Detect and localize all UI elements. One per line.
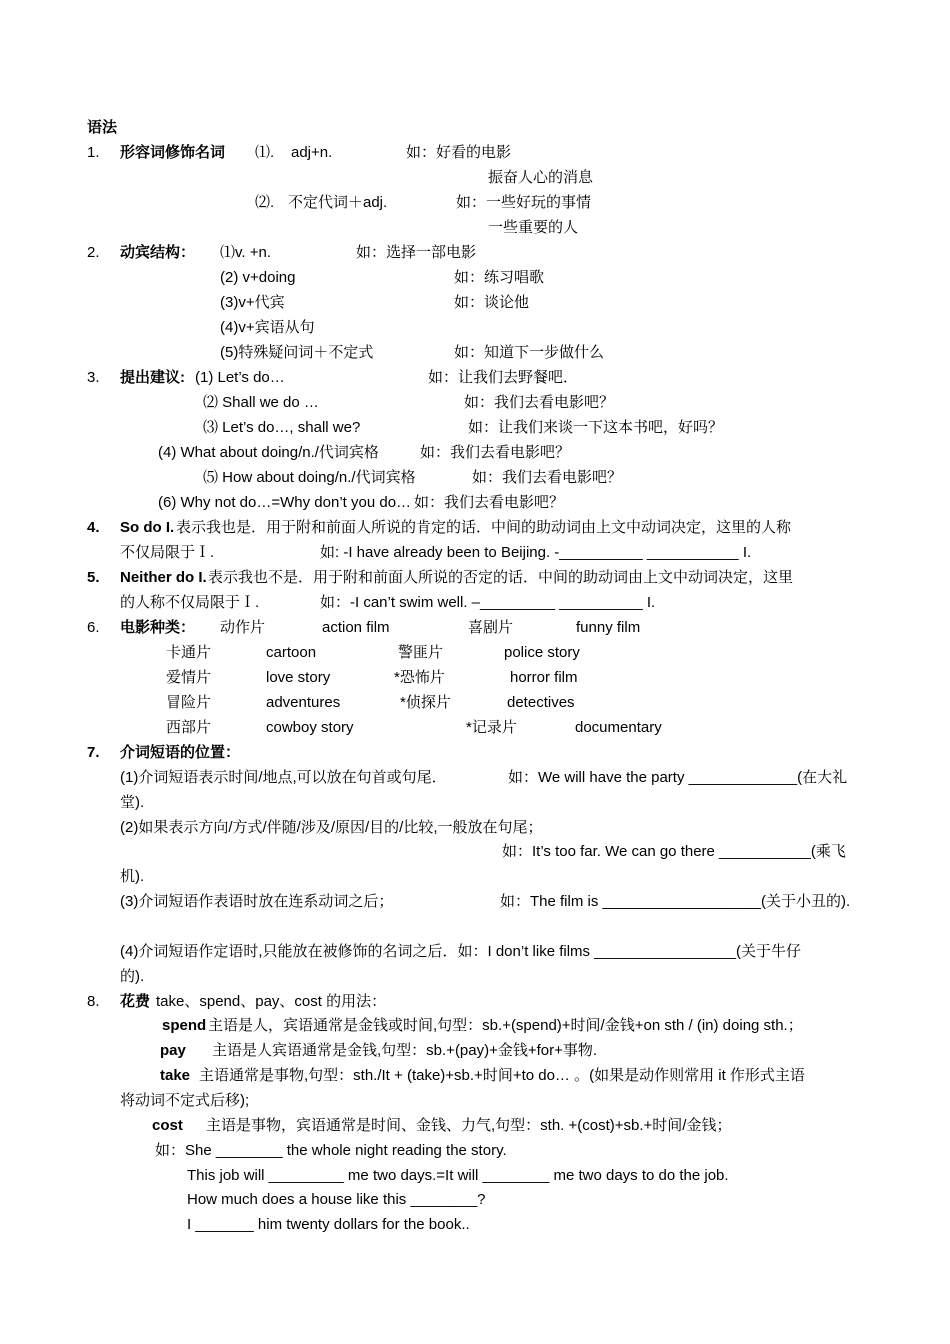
example-text: 如：我们去看电影吧？ <box>464 394 615 411</box>
rule-text: ⑸ How about doing/n./代词宾格 <box>203 469 416 486</box>
section-number: 7. <box>87 744 100 761</box>
section-heading: So do I. <box>120 519 175 536</box>
film-type-en: police story <box>504 644 580 661</box>
rule-text: ⑵ Shall we do … <box>203 394 319 411</box>
film-type-cn: 卡通片 <box>166 644 212 661</box>
film-type-en: cartoon <box>266 644 317 661</box>
film-type-cn: *记录片 <box>466 719 517 736</box>
section-heading: 形容词修饰名词 <box>120 144 226 161</box>
section-heading: 提出建议: <box>120 369 185 386</box>
example-text: 如：好看的电影 <box>406 144 512 161</box>
section-heading: 动宾结构： <box>120 244 196 261</box>
example-text: 机). <box>120 868 145 885</box>
paragraph-text: (3)介词短语作表语时放在连系动词之后； <box>120 893 394 910</box>
section-number: 5. <box>87 569 100 586</box>
example-text: 振奋人心的消息 <box>488 169 594 186</box>
page-title: 语法 <box>87 119 118 136</box>
example-text: 如：It’s too far. We can go there ___________(乘飞 <box>502 843 846 860</box>
film-type-cn: 冒险片 <box>166 694 212 711</box>
paragraph-text: 的人称不仅局限于Ｉ. <box>120 594 260 611</box>
film-type-cn: 西部片 <box>166 719 212 736</box>
film-type-en: cowboy story <box>266 719 354 736</box>
paragraph-text: (1)介词短语表示时间/地点,可以放在句首或句尾． <box>120 769 447 786</box>
rule-text: (1) Let’s do… <box>195 369 285 386</box>
example-text: 如：谈论他 <box>454 294 530 311</box>
example-text: 如：知道下一步做什么 <box>454 344 605 361</box>
rule-text: ⑶ Let’s do…, shall we? <box>203 419 361 436</box>
film-type-en: funny film <box>576 619 641 636</box>
section-number: 1. <box>87 144 100 161</box>
section-heading: 介词短语的位置： <box>120 744 241 761</box>
rule-text: (6) Why not do…=Why don’t you do… <box>158 494 412 511</box>
rule-text: (2) v+doing <box>220 269 296 286</box>
section-heading: 花费 <box>120 993 151 1010</box>
exercise-sentence: I _______ him twenty dollars for the book.. <box>187 1216 470 1233</box>
paragraph-text: 不仅局限于Ｉ. <box>120 544 215 561</box>
rule-text: ⑴v. +n. <box>220 244 271 261</box>
example-text: 堂). <box>120 794 145 811</box>
verb-keyword: take <box>160 1067 191 1084</box>
film-type-en: horror film <box>510 669 578 686</box>
film-type-en: detectives <box>507 694 575 711</box>
example-text: 如：我们去看电影吧？ <box>472 469 623 486</box>
film-type-cn: 警匪片 <box>398 644 444 661</box>
usage-text: 主语是人宾语通常是金钱,句型：sb.+(pay)+金钱+for+事物. <box>212 1042 598 1059</box>
film-type-en: action film <box>322 619 390 636</box>
verb-keyword: pay <box>160 1042 186 1059</box>
example-text: 如：让我们来谈一下这本书吧，好吗？ <box>468 419 724 436</box>
film-type-cn: 爱情片 <box>166 669 212 686</box>
film-type-en: adventures <box>266 694 341 711</box>
rule-text: 不定代词＋adj. <box>288 194 388 211</box>
rule-text: adj+n. <box>291 144 333 161</box>
section-number: 6. <box>87 619 100 636</box>
rule-text: (4) What about doing/n./代词宾格 <box>158 444 379 461</box>
section-heading-rest: take、spend、pay、cost 的用法： <box>156 993 387 1010</box>
paragraph-text: (2)如果表示方向/方式/伴随/涉及/原因/目的/比较,一般放在句尾； <box>120 819 543 836</box>
exercise-sentence: How much does a house like this ________? <box>187 1191 486 1208</box>
section-number: 2. <box>87 244 100 261</box>
film-type-cn: 喜剧片 <box>468 619 514 636</box>
rule-label: ⑴. <box>255 144 275 161</box>
example-text: 的). <box>120 968 145 985</box>
example-text: 如：我们去看电影吧？ <box>420 444 571 461</box>
paragraph-text: 表示我也不是．用于附和前面人所说的否定的话．中间的助动词由上文中动词决定，这里 <box>208 569 794 586</box>
section-heading: 电影种类： <box>120 619 196 636</box>
example-text: 如：一些好玩的事情 <box>456 194 592 211</box>
section-number: 8. <box>87 993 100 1010</box>
example-text: 如：选择一部电影 <box>356 244 477 261</box>
film-type-cn: *侦探片 <box>400 694 451 711</box>
usage-text: 将动词不定式后移); <box>120 1092 250 1109</box>
exercise-sentence: This job will _________ me two days.=It will ________ me two days to do the job. <box>187 1167 729 1184</box>
usage-text: 主语通常是事物,句型：sth./It + (take)+sb.+时间+to do… 。(如果是动作则常用 it 作形式主语 <box>199 1067 805 1084</box>
film-type-cn: 动作片 <box>220 619 266 636</box>
rule-label: ⑵. <box>255 194 275 211</box>
example-text: 如：The film is ___________________(关于小丑的). <box>500 893 851 910</box>
paragraph-text: (4)介词短语作定语时,只能放在被修饰的名词之后．如：I don’t like films _________________(关于牛仔 <box>120 943 802 960</box>
rule-text: (3)v+代宾 <box>220 294 285 311</box>
section-number: 4. <box>87 519 100 536</box>
usage-text: 主语是人，宾语通常是金钱或时间,句型：sb.+(spend)+时间/金钱+on sth / (in) doing sth.； <box>208 1017 803 1034</box>
example-text: 如：-I can’t swim well. –_________ __________ I. <box>320 594 656 611</box>
paragraph-text: 表示我也是．用于附和前面人所说的肯定的话．中间的助动词由上文中动词决定，这里的人称 <box>176 519 792 536</box>
film-type-cn: *恐怖片 <box>394 669 445 686</box>
rule-text: (4)v+宾语从句 <box>220 319 315 336</box>
example-text: 如：我们去看电影吧？ <box>414 494 565 511</box>
example-text: 如: -I have already been to Beijing. -__________ ___________ I. <box>320 544 752 561</box>
section-number: 3. <box>87 369 100 386</box>
usage-text: 主语是事物，宾语通常是时间、金钱、力气,句型：sth. +(cost)+sb.+时间/金钱； <box>206 1117 732 1134</box>
exercise-sentence: 如：She ________ the whole night reading the story. <box>155 1142 507 1159</box>
verb-keyword: cost <box>152 1117 183 1134</box>
example-text: 如：让我们去野餐吧． <box>428 369 579 386</box>
verb-keyword: spend <box>162 1017 207 1034</box>
rule-text: (5)特殊疑问词＋不定式 <box>220 344 374 361</box>
example-text: 如：练习唱歌 <box>454 269 545 286</box>
film-type-en: documentary <box>575 719 662 736</box>
film-type-en: love story <box>266 669 331 686</box>
example-text: 如：We will have the party _____________(在大礼 <box>508 769 848 786</box>
section-heading: Neither do I. <box>120 569 207 586</box>
example-text: 一些重要的人 <box>488 219 579 236</box>
